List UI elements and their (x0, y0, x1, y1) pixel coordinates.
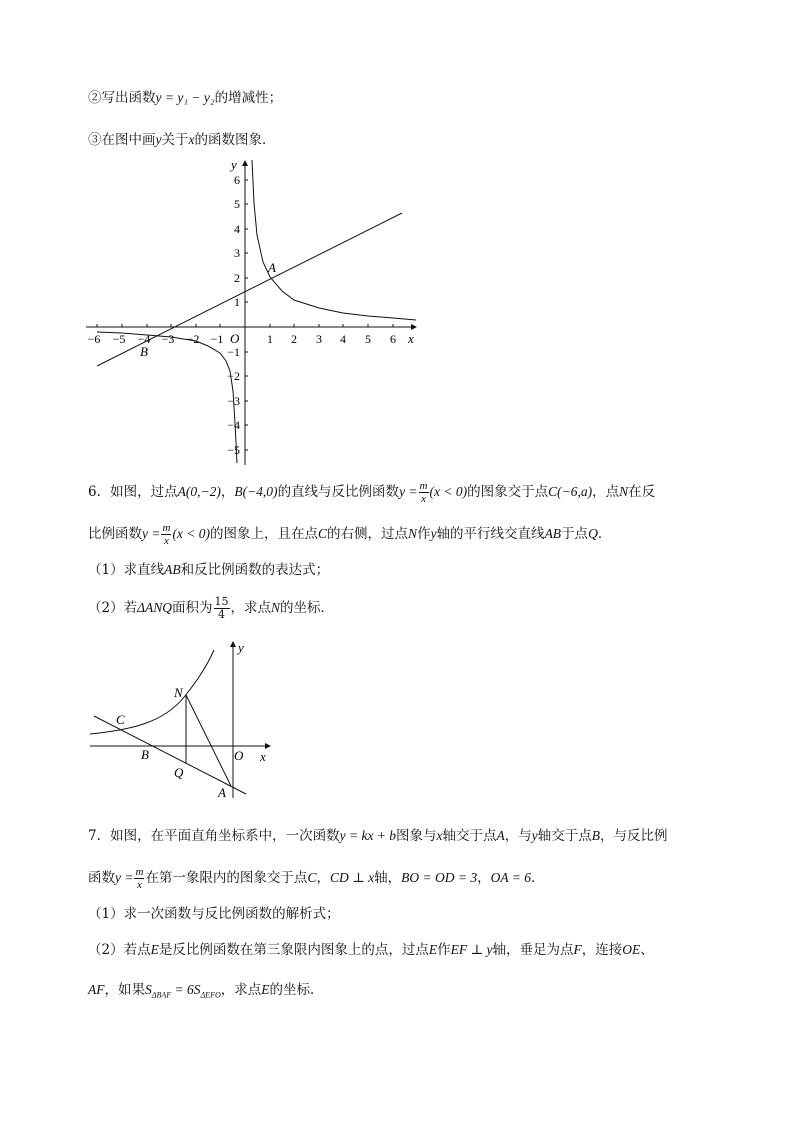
q6-l2-frac (161, 522, 171, 547)
q6-p2-frac-num: 15 (214, 595, 229, 608)
q7-l2-oa: OA = 6 (490, 870, 531, 885)
q6-label-y: y (238, 640, 244, 655)
q7-l2-frac (134, 866, 144, 891)
q7-p2-t5: ，连接 (581, 942, 623, 958)
q7-l1-t1: 7．如图，在平面直角坐标系中，一次函数 (88, 828, 340, 844)
q7-part2 (88, 940, 654, 960)
q6-p2-t1: （2）若 (88, 600, 138, 616)
q7-l2-t5: ， (477, 870, 491, 886)
q6-label-n: N (174, 685, 183, 700)
q5-xtick: 2 (291, 332, 297, 346)
q7-p3-eq: = 6 (171, 982, 194, 997)
q7-l2-bo: BO = OD = 3 (401, 870, 478, 885)
q6-p1-t2: 和反比例函数的表达式； (180, 562, 330, 578)
q6-part1 (88, 560, 329, 580)
q5-y-label: y (231, 157, 237, 172)
q5-item3-mid: 关于 (161, 132, 189, 148)
q6-l2-t7: ． (597, 526, 612, 542)
q6-l2-t5: 轴的平行线交直线 (436, 526, 545, 542)
q6-l2-t1: 比例函数 (88, 526, 142, 542)
q7-p2-t2: 是反比例函数在第三象限内图象上的点，过点 (158, 942, 429, 958)
q6-line2 (88, 522, 611, 547)
q6-l2-frac-den: x (164, 535, 169, 547)
q7-p2-ef: EF ⊥ y (450, 942, 493, 957)
q6-l1-point-c: C(−6,a) (548, 484, 593, 499)
q7-p2-f: F (573, 942, 582, 957)
q6-figure (88, 638, 278, 803)
q6-l1-t2: 的图象交于点 (467, 484, 549, 500)
q7-p2-t3: 作 (437, 942, 451, 958)
q6-p1-t1: （1）求直线 (88, 562, 165, 578)
q7-line2 (88, 866, 545, 891)
q6-l2-n: N (408, 526, 418, 541)
q6-l2-t2: 的图象上，且在点 (210, 526, 319, 542)
q5-xtick: 3 (316, 332, 322, 346)
q7-p3-e: E (261, 982, 270, 997)
q7-p3-s1: S (145, 982, 152, 997)
q7-part1: （1）求一次函数与反比例函数的解析式； (88, 906, 340, 922)
q6-p2-tri: ΔANQ (137, 600, 173, 615)
q7-l2-t1: 函数 (88, 870, 115, 886)
q6-segment-na (186, 695, 231, 786)
q6-l2-ab: AB (544, 526, 562, 541)
q5-xtick: 1 (267, 332, 273, 346)
q5-item3-suffix: 的函数图象． (194, 132, 276, 148)
q5-item3 (88, 130, 276, 150)
q6-l2-t4: 作 (417, 526, 431, 542)
q6-l1-point-a: A(0,−2) (177, 484, 221, 499)
q5-ytick: −4 (227, 418, 240, 432)
q5-origin-label: O (230, 331, 240, 346)
q6-l1-frac-num: m (419, 480, 428, 492)
q7-l1-t5: 轴交于点 (537, 828, 592, 844)
q6-label-c: C (116, 712, 125, 727)
q5-ytick: −3 (227, 394, 240, 408)
q5-hyperbola-right (252, 160, 416, 320)
q5-ytick: −2 (227, 369, 240, 383)
q5-xtick: −5 (112, 332, 126, 346)
q6-line1 (88, 480, 655, 505)
q6-l2-frac-num: m (162, 522, 171, 534)
q5-xtick: −3 (161, 332, 175, 346)
q7-l2-t2: 在第一象限内的图象交于点 (145, 870, 308, 886)
q5-xtick: 4 (340, 332, 346, 346)
q6-l1-n: N (619, 484, 629, 499)
q6-l2-func: y = (142, 526, 161, 541)
q5-item3-prefix: ③在图中画 (88, 132, 156, 148)
q6-l1-frac-den: x (421, 493, 426, 505)
q6-l1-t4: 在反 (628, 484, 656, 500)
q5-xtick: −4 (137, 332, 151, 346)
q5-xtick: 5 (365, 332, 371, 346)
q7-l2-frac-den: x (137, 879, 142, 891)
q7-l1-func: y = kx + b (339, 828, 397, 843)
q7-l2-cd: CD ⊥ x (329, 870, 375, 885)
q5-graph (80, 155, 430, 470)
q7-l1-b: B (591, 828, 601, 843)
q7-p3-af: AF (88, 982, 105, 997)
q7-l1-t2: 图象与 (396, 828, 437, 844)
q5-ytick: −5 (227, 443, 240, 457)
q7-l1-t6: ，与反比例 (600, 828, 668, 844)
q6-label-q: Q (174, 765, 184, 780)
q7-p2-t6: 、 (640, 942, 654, 958)
q7-part3 (88, 980, 323, 1006)
q6-l1-point-b: B(−4,0) (234, 484, 278, 499)
q7-p3-s1-sub: ΔBAF (151, 990, 172, 1000)
q6-part2 (88, 596, 334, 621)
q6-p2-n: N (271, 600, 281, 615)
q6-l1-sep: ， (220, 484, 235, 500)
q7-l2-t3: ， (316, 870, 330, 886)
q5-xtick: −6 (87, 332, 101, 346)
q7-l1-t3: 轴交于点 (442, 828, 497, 844)
q7-l2-c: C (307, 870, 317, 885)
q7-l2-frac-num: m (135, 866, 144, 878)
q7-l1-a: A (496, 828, 505, 843)
q5-x-label: x (408, 331, 414, 346)
q6-l2-cond: (x < 0) (172, 526, 211, 541)
q7-p2-oe: OE (622, 942, 641, 957)
q6-label-x: x (260, 749, 266, 764)
q6-l2-y: y (430, 526, 437, 541)
q6-l1-t1: 的直线与反比例函数 (277, 484, 400, 500)
q7-line1 (88, 826, 668, 846)
q7-p2-e2: E (428, 942, 438, 957)
q6-l1-cond: (x < 0) (429, 484, 468, 499)
q6-hyperbola (90, 650, 214, 734)
q5-hyperbola-left (97, 332, 237, 463)
q6-l1-t3: ，点 (592, 484, 620, 500)
q5-xtick: −2 (186, 332, 200, 346)
q7-l2-func: y = (115, 870, 134, 885)
q6-p2-frac-den: 4 (218, 608, 226, 621)
q6-label-b: B (141, 747, 149, 762)
q7-p2-t1: （2）若点 (88, 942, 151, 958)
q7-l1-x: x (436, 828, 443, 843)
q5-ytick: 5 (234, 197, 240, 211)
q7-l2-t6: ． (531, 870, 545, 886)
q7-p3-s2-sub: ΔEFO (200, 990, 221, 1000)
q7-p3-t1: ，如果 (104, 982, 145, 998)
q6-l2-t6: 于点 (561, 526, 589, 542)
q5-ytick: 3 (234, 246, 240, 260)
q6-label-o: O (234, 748, 244, 763)
q6-l1-frac (419, 480, 429, 505)
q6-p2-t3: ，求点 (230, 600, 272, 616)
q6-p1-ab: AB (164, 562, 181, 577)
q5-ytick: −1 (227, 345, 240, 359)
q5-ytick: 1 (234, 295, 240, 309)
q6-line-ab (94, 716, 246, 794)
q5-item2-formula: y = y₁ − y₂ (155, 90, 215, 105)
q7-p3-s2: S (193, 982, 201, 997)
q7-l1-y: y (531, 828, 538, 843)
q5-ytick: 6 (234, 173, 240, 187)
q7-p2-e: E (150, 942, 159, 957)
q6-p2-frac (214, 596, 230, 621)
q7-p2-t4: 轴，垂足为点 (492, 942, 574, 958)
q6-l2-c: C (318, 526, 328, 541)
q6-label-a: A (218, 785, 226, 800)
q5-ytick: 2 (234, 271, 240, 285)
q5-point-a-label: A (268, 260, 276, 275)
q6-l1-num: 6．如图，过点 (88, 484, 178, 500)
q7-l1-t4: ，与 (504, 828, 532, 844)
q5-xtick: −1 (210, 332, 224, 346)
q7-p3-t2: ，求点 (220, 982, 262, 998)
q6-l2-t3: 的右侧，过点 (327, 526, 409, 542)
q6-p2-t4: 的坐标． (280, 600, 335, 616)
q5-item3-var-y: y (155, 132, 162, 147)
q5-item2-suffix: 的增减性； (214, 90, 283, 106)
q5-ytick: 4 (234, 222, 240, 236)
q7-p3-t3: 的坐标． (269, 982, 324, 998)
q6-l2-q: Q (588, 526, 598, 541)
q5-item3-var-x: x (188, 132, 195, 147)
q5-item2-prefix: ②写出函数 (88, 90, 156, 106)
q5-xtick: 6 (390, 332, 396, 346)
q5-item2 (88, 88, 282, 108)
q7-l2-t4: 轴， (374, 870, 402, 886)
q6-p2-t2: 面积为 (172, 600, 213, 616)
q5-point-b-label: B (140, 344, 148, 359)
q6-l1-func: y = (399, 484, 418, 499)
